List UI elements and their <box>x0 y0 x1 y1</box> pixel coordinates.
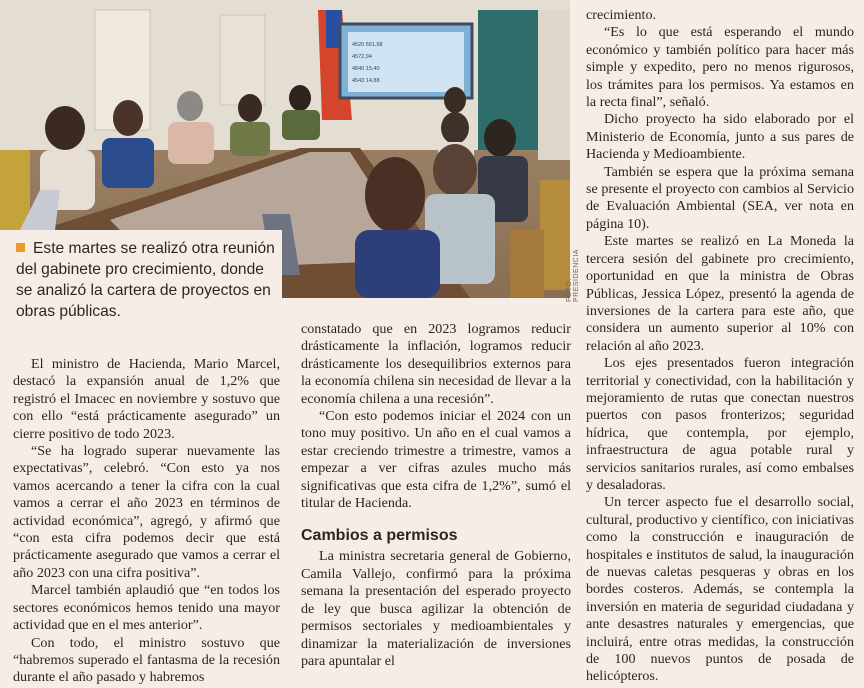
caption-text: Este martes se realizó otra reunión del gabinete pro crecimiento, donde se analizó la cartera de proyectos en obras públicas. <box>16 240 275 320</box>
paragraph: Este martes se realizó en La Moneda la tercera sesión del gabinete pro crecimiento, oportunidad en que la ministra de Obras Públicas, Jessica López, presentó la agenda de inversiones de la cartera para este año, que considera un aumento superior al 10% con relación al año 2023. <box>586 233 854 354</box>
paragraph: Con todo, el ministro sostuvo que “habremos superado el fantasma de la recesión durante el año pasado y habremos <box>13 634 280 686</box>
paragraph: “Es lo que está esperando el mundo económico y también político para hacer más simple y expedito, pero no menos rigurosos, los trámites para los permisos. Ya estamos en la recta final”, señaló. <box>586 24 854 111</box>
paragraph: constatado que en 2023 logramos reducir drásticamente la inflación, logramos reducir drásticamente los desequilibrios externos para la economía chilena sin necesidad de llevar a la economía chilena a una recesión”. <box>301 321 571 407</box>
screen-row: 4520 561,58 <box>352 42 383 48</box>
article-column-3 <box>586 7 854 686</box>
paragraph: Un tercer aspecto fue el desarrollo social, cultural, productivo y científico, con iniciativas como la construcción e inauguración de hospitales e institutos de salud, la inauguración de nuevas caletas pesqueras y obras en los bordes costeros. Además, se contempla la inversión en materia de seguridad ciudadana y ante desastres naturales y emergencias, que incluirá, entre otras medidas, la construcción de 100 nuevos puntos de posada de helicópteros. <box>586 494 854 685</box>
photo-caption <box>16 238 278 322</box>
paragraph: El ministro de Hacienda, Mario Marcel, destacó la expansión anual de 1,2% que registró el Imacec en noviembre y sostuvo que con ello “está prácticamente asegurado” un cierre positivo de todo 2023. <box>13 356 280 442</box>
paragraph: Marcel también aplaudió que “en todos los sectores económicos hemos tenido una mayor actividad que en el mes anterior”. <box>13 582 280 634</box>
paragraph: “Con esto podemos iniciar el 2024 con un tono muy positivo. Un año en el cual vamos a estar creciendo trimestre a trimestre, vamos a empezar a ver cifras azules mucho más significativas que esta cifra de 1,2%”, sumó el titular de Hacienda. <box>301 408 571 512</box>
section-subheading: Cambios a permisos <box>301 527 458 545</box>
article-column-1 <box>13 356 280 687</box>
paragraph: También se espera que la próxima semana se presente el proyecto con cambios al Servicio de Evaluación Ambiental (SEA, ver nota en página 10). <box>586 163 854 232</box>
screen-row: 4572,94 <box>352 54 372 60</box>
bullet-square-icon <box>16 243 25 252</box>
article-column-2 <box>301 321 571 670</box>
screen-row: 4543 14,88 <box>352 78 380 84</box>
screen-row: 4840 15,40 <box>352 66 380 72</box>
paragraph: La ministra secretaria general de Gobierno, Camila Vallejo, confirmó para la próxima semana la presentación del esperado proyecto de ley que busca agilizar la obtención de permisos sectoriales y medioambientales y dinamizar la materialización de inversiones para apuntalar el <box>301 548 571 669</box>
photo-credit: FOTO: PRESIDENCIA <box>566 249 580 302</box>
paragraph: Dicho proyecto ha sido elaborado por el Ministerio de Economía, junto a sus pares de Hacienda y Medioambiente. <box>586 111 854 163</box>
paragraph: Los ejes presentados fueron integración territorial y conectividad, con la habilitación y mejoramiento de rutas que conectan nuestros puertos con pasos fronterizos; seguridad hídrica, que contempla, por ejemplo, infraestructura de agua potable rural y servicios sanitarios rurales, así como embalses y desaladoras. <box>586 355 854 493</box>
paragraph: crecimiento. <box>586 7 657 23</box>
paragraph: “Se ha logrado superar nuevamente las expectativas”, celebró. “Con esto ya nos vamos acercando a tener la cifra con la cual vamos a cerrar el año 2023 en términos de actividad económica”, agregó, y afirmó que “con esta cifra podemos decir que está prácticamente asegurado que vamos a cerrar el año 2023 con una cifra positiva”. <box>13 443 280 581</box>
